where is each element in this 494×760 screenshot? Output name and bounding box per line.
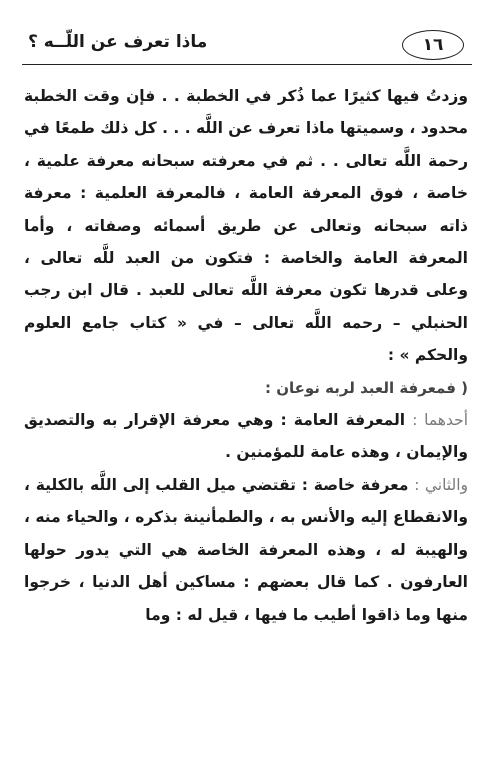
page-header: [22, 28, 472, 64]
running-title: ماذا تعرف عن اللّــه ؟: [28, 32, 208, 52]
header-rule: [22, 64, 472, 65]
quote-heading: ( فمعرفة العبد لربه نوعان :: [265, 378, 468, 397]
item-second-lead: والثاني :: [414, 475, 469, 494]
page-number: ١٦: [402, 30, 464, 60]
page-body: [24, 80, 468, 631]
item-first-lead: أحدهما :: [412, 411, 468, 430]
item-second-text: معرفة خاصة : تقتضي ميل القلب إلى اللَّه بالكلية ، والانقطاع إليه والأنس به ، والطمأنينة بذكره ، والحياء منه ، والهيبة له ، وهذه المعرفة الخاصة هي التي يدور حولها العارفون . كما قال بعضهم : مساكين أهل الدنيا ، خرجوا منها وما ذاقوا أطيب ما فيها ، قيل له : وما: [24, 475, 468, 624]
item-first-text: المعرفة العامة : وهي معرفة الإقرار به والتصديق والإيمان ، وهذه عامة للمؤمنين .: [24, 411, 468, 462]
intro-paragraph: وزدتُ فيها كثيرًا عما ذُكر في الخطبة . . فإن وقت الخطبة محدود ، وسميتها ماذا تعرف عن اللَّه . . . كل ذلك طمعًا في رحمة اللَّه تعالى . . ثم في معرفته سبحانه معرفة علمية ، خاصة ، فوق المعرفة العامة ، فالمعرفة العلمية : معرفة ذاته سبحانه وتعالى عن طريق أسمائه وصفاته ، وأما المعرفة العامة والخاصة : فتكون من العبد للَّه تعالى ، وعلى قدرها تكون معرفة اللَّه تعالى للعبد . قال ابن رجب الحنبلي – رحمه اللَّه تعالى – في « كتاب جامع العلوم والحكم » :: [24, 87, 468, 365]
item-second: [24, 469, 468, 631]
item-first: [24, 404, 468, 469]
